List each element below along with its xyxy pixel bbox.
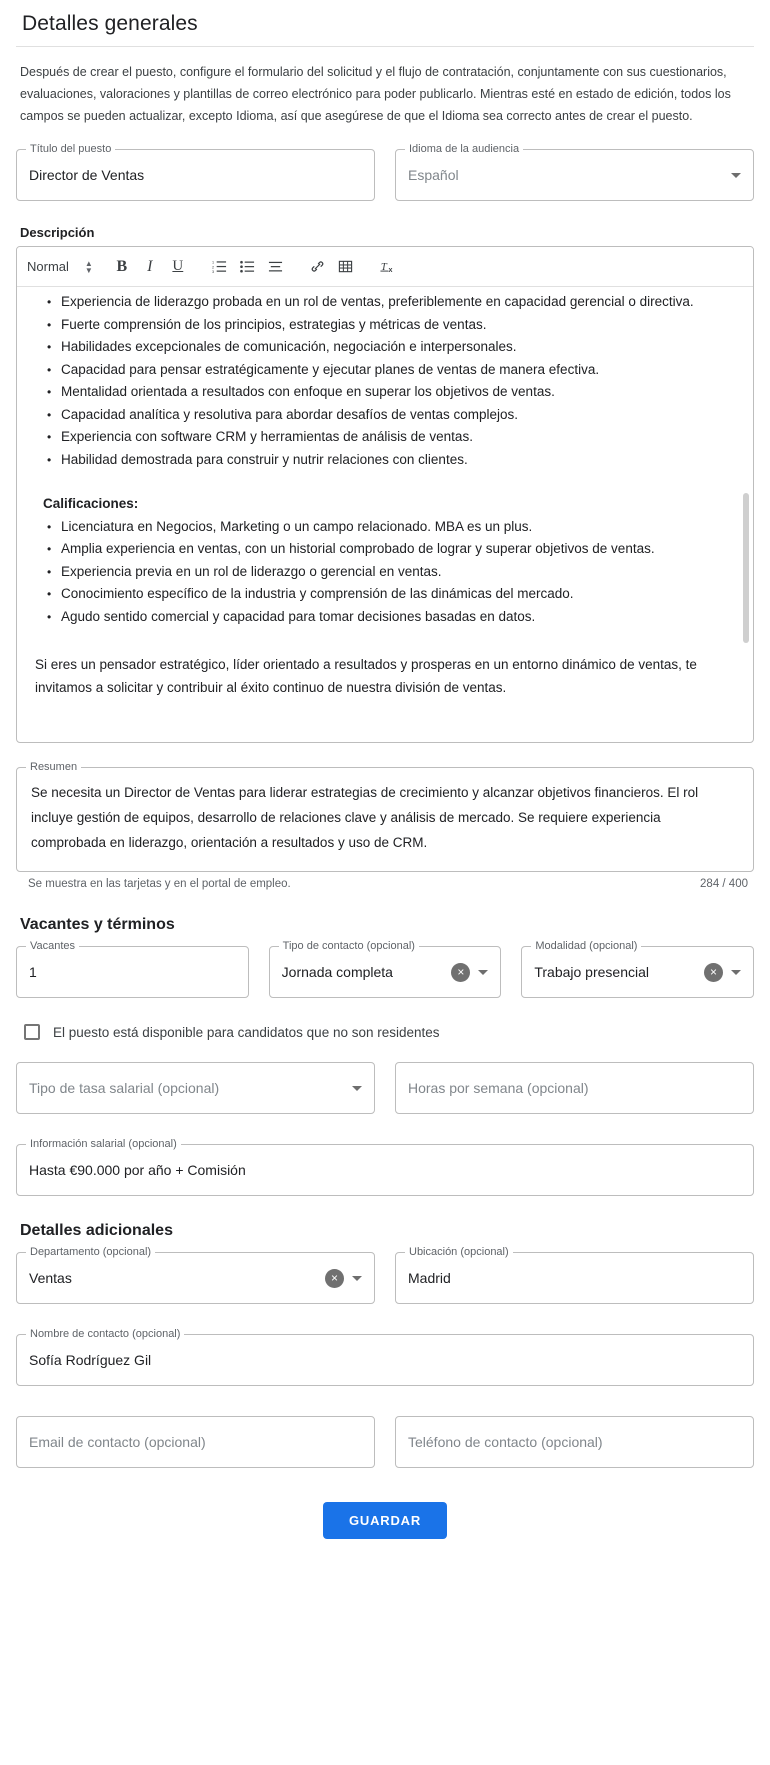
contract-type-value: Jornada completa: [281, 964, 393, 980]
audience-language-label: Idioma de la audiencia: [405, 143, 523, 156]
salary-info-field[interactable]: [16, 1138, 754, 1196]
list-item: • Fuerte comprensión de los principios, estrategias y métricas de ventas.: [47, 314, 727, 337]
list-item: • Experiencia previa en un rol de liderazgo o gerencial en ventas.: [47, 561, 727, 584]
save-button[interactable]: GUARDAR: [323, 1502, 447, 1539]
format-select[interactable]: [27, 259, 93, 274]
salary-info-block: [16, 1138, 754, 1196]
department-col: [16, 1246, 375, 1304]
vacancies-field[interactable]: [16, 940, 249, 998]
salary-info-label: Información salarial (opcional): [26, 1138, 181, 1151]
contact-email-placeholder: Email de contacto (opcional): [29, 1434, 206, 1450]
audience-language-field[interactable]: [395, 143, 754, 201]
modality-label: Modalidad (opcional): [531, 940, 641, 953]
clear-icon[interactable]: ×: [325, 1269, 344, 1288]
vacancies-col: [16, 940, 249, 998]
svg-text:2: 2: [212, 265, 215, 270]
summary-value: Se necesita un Director de Ventas para liderar estrategias de crecimiento y alcanzar objetivos financieros. El rol incluye gestión de equipos, desarrollo de relaciones clave y análisis de mercado. Se requiere experiencia comprobada en liderazgo, orientación a resultados y uso de CRM.: [31, 785, 699, 850]
chevron-down-icon[interactable]: [478, 970, 488, 975]
list-item: • Conocimiento específico de la industria y comprensión de las dinámicas del mercado.: [47, 583, 727, 606]
summary-character-counter: 284 / 400: [700, 878, 748, 890]
description-bullets-top: [31, 314, 727, 472]
align-icon[interactable]: [263, 254, 289, 280]
hours-per-week-placeholder: Horas por semana (opcional): [408, 1080, 589, 1096]
additional-section-title: Detalles adicionales: [20, 1222, 173, 1239]
chevron-down-icon[interactable]: [352, 1086, 362, 1091]
scrollbar-thumb[interactable]: [743, 493, 749, 643]
vacancies-row: [16, 940, 754, 998]
non-resident-checkbox-label: El puesto está disponible para candidatos que no son residentes: [53, 1024, 440, 1040]
audience-language-value: Español: [408, 167, 459, 183]
salary-rate-row: [16, 1062, 754, 1114]
editor-content[interactable]: [17, 287, 753, 742]
job-title-col: [16, 143, 375, 201]
qualifications-heading: Calificaciones:: [43, 496, 139, 511]
modality-value: Trabajo presencial: [534, 964, 649, 980]
bullet-list-icon[interactable]: [235, 254, 261, 280]
svg-text:3: 3: [212, 270, 215, 274]
vacancies-section-title: Vacantes y términos: [20, 916, 175, 933]
audience-language-col: [395, 143, 754, 201]
chevron-down-icon[interactable]: [731, 970, 741, 975]
hours-per-week-col: [395, 1062, 754, 1114]
non-resident-checkbox-row[interactable]: [24, 1024, 754, 1040]
editor-toolbar: [17, 247, 753, 287]
list-item: • Experiencia con software CRM y herramientas de análisis de ventas.: [47, 426, 727, 449]
list-item: • Habilidades excepcionales de comunicación, negociación e interpersonales.: [47, 336, 727, 359]
salary-rate-type-placeholder: Tipo de tasa salarial (opcional): [29, 1080, 220, 1096]
title-divider: [16, 46, 754, 47]
job-title-label: Título del puesto: [26, 143, 115, 156]
link-icon[interactable]: [305, 254, 331, 280]
summary-field[interactable]: [16, 761, 754, 872]
list-item: • Mentalidad orientada a resultados con enfoque en superar los objetivos de ventas.: [47, 381, 727, 404]
job-title-value: Director de Ventas: [29, 167, 145, 183]
summary-label: Resumen: [26, 761, 81, 773]
department-value: Ventas: [29, 1270, 72, 1286]
chevron-down-icon[interactable]: [352, 1276, 362, 1281]
contract-type-field[interactable]: [269, 940, 502, 998]
contract-type-label: Tipo de contacto (opcional): [279, 940, 419, 953]
location-col: [395, 1246, 754, 1304]
non-resident-checkbox[interactable]: [24, 1024, 40, 1040]
vacancies-value: 1: [29, 964, 37, 980]
contract-type-col: [269, 940, 502, 998]
contact-phone-placeholder: Teléfono de contacto (opcional): [408, 1434, 603, 1450]
modality-field[interactable]: [521, 940, 754, 998]
location-label: Ubicación (opcional): [405, 1246, 513, 1259]
page-title: Detalles generales: [22, 12, 198, 35]
svg-text:x: x: [388, 265, 393, 274]
description-block: [16, 225, 754, 743]
contact-row: [16, 1416, 754, 1468]
intro-paragraph: Después de crear el puesto, configure el formulario del solicitud y el flujo de contratación, conjuntamente con sus cuestionarios, evaluaciones, valoraciones y plantillas de correo electrónico para poder publicarlo. Mientras esté en estado de edición, todos los campos se pueden actualizar, excepto Idioma, así que asegúrese de que el Idioma sea correcto antes de crear el puesto.: [20, 65, 731, 123]
svg-text:T: T: [380, 262, 387, 274]
italic-button[interactable]: I: [147, 257, 153, 275]
list-item: • Habilidad demostrada para construir y nutrir relaciones con clientes.: [47, 449, 727, 472]
format-select-value: Normal: [27, 259, 69, 274]
clear-format-icon[interactable]: [375, 254, 401, 280]
location-field[interactable]: [395, 1246, 754, 1304]
sort-arrows-icon: ▲ ▼: [84, 258, 93, 275]
svg-text:1: 1: [212, 260, 215, 265]
contact-phone-field[interactable]: [395, 1416, 754, 1468]
underline-button[interactable]: U: [172, 258, 184, 274]
location-value: Madrid: [408, 1270, 451, 1286]
contact-phone-col: [395, 1416, 754, 1468]
vacancies-label: Vacantes: [26, 940, 79, 953]
general-fields-row: [16, 143, 754, 201]
editor-scroll-content: [31, 291, 727, 699]
description-closing-paragraph: Si eres un pensador estratégico, líder orientado a resultados y prosperas en un entorno dinámico de ventas, te invitamos a solicitar y contribuir al éxito continuo de nuestra división de ventas.: [35, 657, 697, 695]
editor-scrollbar[interactable]: [743, 293, 749, 723]
save-button-row: [16, 1502, 754, 1539]
contact-email-field[interactable]: [16, 1416, 375, 1468]
bold-button[interactable]: B: [116, 257, 128, 275]
description-clipped-list: [31, 291, 727, 314]
list-item: • Licenciatura en Negocios, Marketing o un campo relacionado. MBA es un plus.: [47, 516, 727, 539]
list-item: • Agudo sentido comercial y capacidad para tomar decisiones basadas en datos.: [47, 606, 727, 629]
contact-name-field[interactable]: [16, 1328, 754, 1386]
description-bullets-qualifications: [31, 516, 727, 629]
contact-name-value: Sofía Rodríguez Gil: [29, 1352, 152, 1368]
contact-name-block: [16, 1328, 754, 1386]
general-details-page: [0, 12, 770, 1567]
modality-col: [521, 940, 754, 998]
contact-email-col: [16, 1416, 375, 1468]
summary-helper-row: [28, 878, 748, 890]
chevron-down-icon[interactable]: [731, 173, 741, 178]
department-field[interactable]: [16, 1246, 375, 1304]
hours-per-week-field[interactable]: [395, 1062, 754, 1114]
ordered-list-icon[interactable]: [207, 254, 233, 280]
salary-rate-type-field[interactable]: [16, 1062, 375, 1114]
salary-info-value: Hasta €90.000 por año + Comisión: [29, 1162, 246, 1178]
clear-icon[interactable]: ×: [704, 963, 723, 982]
rich-text-editor[interactable]: [16, 246, 754, 743]
salary-rate-type-col: [16, 1062, 375, 1114]
summary-block: [16, 761, 754, 890]
clear-icon[interactable]: ×: [451, 963, 470, 982]
media-icon[interactable]: [333, 254, 359, 280]
additional-row-1: [16, 1246, 754, 1304]
list-item: • Amplia experiencia en ventas, con un historial comprobado de lograr y superar objetivos de ventas.: [47, 538, 727, 561]
summary-helper-text: Se muestra en las tarjetas y en el portal de empleo.: [28, 878, 291, 890]
list-item: • Capacidad para pensar estratégicamente y ejecutar planes de ventas de manera efectiva.: [47, 359, 727, 382]
job-title-field[interactable]: [16, 143, 375, 201]
list-item: • Experiencia de liderazgo probada en un rol de ventas, preferiblemente en capacidad gerencial o directiva.: [47, 291, 727, 314]
description-label: Descripción: [20, 225, 95, 240]
department-label: Departamento (opcional): [26, 1246, 155, 1259]
list-item: • Capacidad analítica y resolutiva para abordar desafíos de ventas complejos.: [47, 404, 727, 427]
contact-name-label: Nombre de contacto (opcional): [26, 1328, 184, 1341]
